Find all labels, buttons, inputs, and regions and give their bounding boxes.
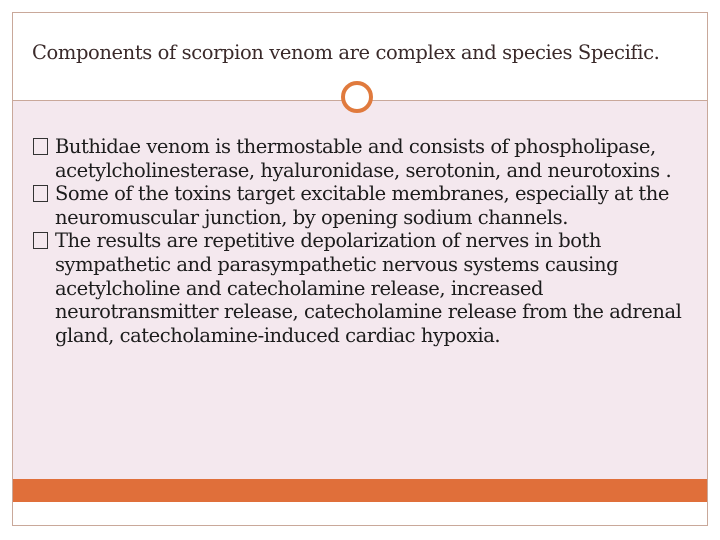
circle-ornament-icon bbox=[341, 81, 373, 113]
bullet-list bbox=[33, 135, 698, 347]
bullet-item bbox=[33, 229, 698, 347]
bullet-text: Buthidae venom is thermostable and consists of phospholipase, acetylcholinesterase, hyaluronidase, serotonin, and neurotoxins . bbox=[55, 135, 672, 182]
bullet-text: The results are repetitive depolarization of nerves in both sympathetic and parasympathetic nervous systems causing acetylcholine and catecholamine release, increased neurotransmitter release, catecholamine release from the adrenal gland, catecholamine-induced cardiac hypoxia. bbox=[55, 229, 682, 347]
bullet-text: Some of the toxins target excitable membranes, especially at the neuromuscular junction, by opening sodium channels. bbox=[55, 182, 669, 229]
content-area bbox=[13, 101, 707, 502]
bullet-item bbox=[33, 182, 698, 229]
square-bullet-icon bbox=[33, 185, 48, 202]
slide-title: Components of scorpion venom are complex and species Specific. bbox=[32, 41, 660, 64]
square-bullet-icon bbox=[33, 232, 48, 249]
footer-bar bbox=[13, 479, 707, 502]
square-bullet-icon bbox=[33, 138, 48, 155]
bullet-item bbox=[33, 135, 698, 182]
slide bbox=[12, 12, 708, 526]
